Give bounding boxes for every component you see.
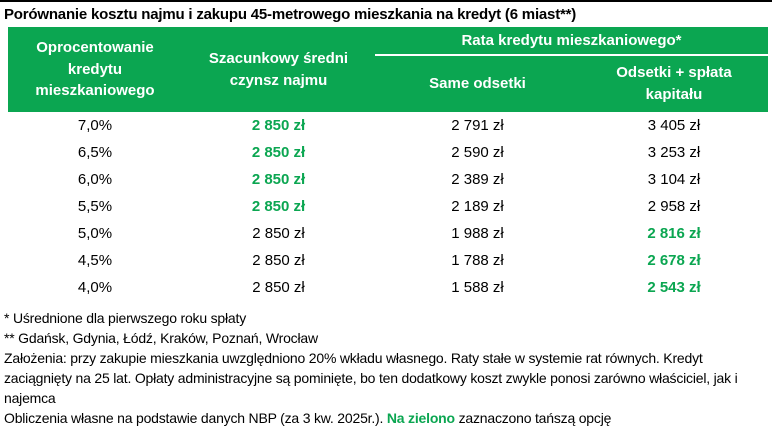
column-group-installment [375,27,768,112]
full-installment-cell: 3 405 zł [647,117,701,134]
full-installment-cell: 2 543 zł [647,279,701,296]
table-row [8,112,768,139]
column-header-rate: Oprocentowanie kredytu mieszkaniowego [35,38,155,100]
full-installment-cell: 3 104 zł [647,171,701,188]
table-row [8,193,768,220]
table-row [8,139,768,166]
full-installment-cell: 2 678 zł [647,252,701,269]
interest-only-cell: 2 189 zł [451,198,504,215]
column-header-interest-only: Same odsetki [429,75,526,93]
rate-cell: 5,5% [77,198,113,215]
rate-cell: 5,0% [77,225,113,242]
page-title: Porównanie kosztu najmu i zakupu 45-metrowego mieszkania na kredyt (6 miast**) [4,6,577,23]
interest-only-cell: 1 788 zł [451,252,504,269]
group-header-installment: Rata kredytu mieszkaniowego* [375,27,768,56]
source-text-suffix: zaznaczono tańszą opcję [454,410,612,426]
rent-cell: 2 850 zł [252,252,305,269]
rate-cell: 4,5% [77,252,113,269]
table-row [8,247,768,274]
table-row [8,274,768,301]
column-header-rent: Szacunkowy średni czynsz najmu [208,49,349,89]
rent-cell: 2 850 zł [252,279,305,296]
footnote-assumptions: Założenia: przy zakupie mieszkania uwzględniono 20% wkładu własnego. Raty stałe w systemie rat równych. Kredyt zaciągnięty na 25 lat. Opłaty administracyjne są pominięte, bo ten dodatkowy koszt zwykle ponosi zarówno właściciel, jak i najemca [4,350,738,406]
interest-only-cell: 1 988 zł [451,225,504,242]
column-header-full-installment: Odsetki + spłata kapitału [616,64,732,103]
table-body [8,112,768,301]
table-header [8,27,768,112]
table-row [8,166,768,193]
rent-cell: 2 850 zł [251,117,306,134]
source-green-label: Na zielono [386,410,455,426]
rate-cell: 6,0% [77,171,113,188]
interest-only-cell: 2 590 zł [451,144,504,161]
rate-cell: 7,0% [77,117,113,134]
rent-cell: 2 850 zł [251,171,306,188]
rate-cell: 6,5% [77,144,113,161]
source-text-prefix: Obliczenia własne na podstawie danych NBP (za 3 kw. 2025r.). [4,410,387,426]
full-installment-cell: 2 816 zł [647,225,701,242]
footnote-average-first-year: * Uśrednione dla pierwszego roku spłaty [4,310,246,326]
rent-cell: 2 850 zł [252,225,305,242]
footnotes [0,301,772,428]
full-installment-cell: 3 253 zł [647,144,701,161]
group-subheaders [375,56,768,112]
interest-only-cell: 1 588 zł [451,279,504,296]
full-installment-cell: 2 958 zł [647,198,701,215]
footnote-source [4,408,766,428]
table-row [8,220,768,247]
rent-cell: 2 850 zł [251,198,306,215]
rate-cell: 4,0% [77,279,113,296]
interest-only-cell: 2 791 zł [451,117,504,134]
footnote-cities: ** Gdańsk, Gdynia, Łódź, Kraków, Poznań, Wrocław [4,330,318,346]
rent-cell: 2 850 zł [251,144,306,161]
interest-only-cell: 2 389 zł [451,171,504,188]
